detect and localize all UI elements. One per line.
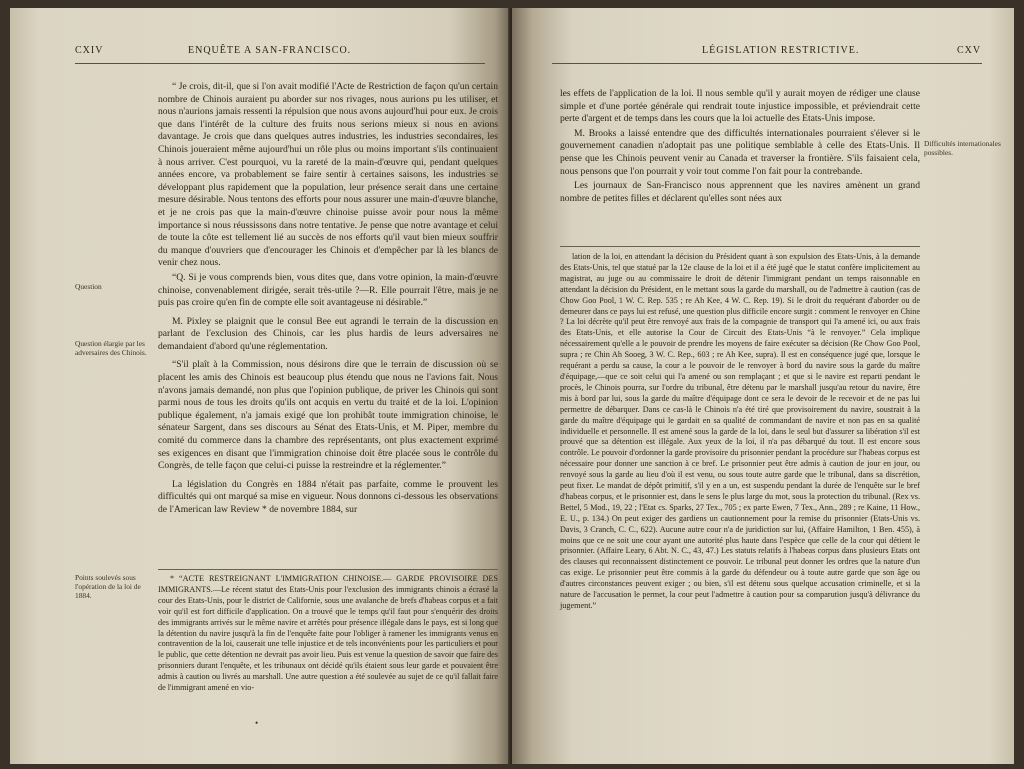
book-spread: [10, 8, 1014, 764]
printer-mark: •: [255, 718, 259, 728]
running-title: ENQUÊTE A SAN-FRANCISCO.: [188, 45, 352, 56]
paragraph: “S'il plaît à la Commission, nous désirons dire que le terrain de discussion où se placent les amis des Chinois est beaucoup plus étendu que nous ne l'avions fait. Nous n'avons jamais demandé, non plus que l'opinion publique, de priver les Chinois qui sont parmi nous de tous les droits qu'ils ont acquis en vertu du traité et de la loi. L'opinion publique également, n'a jamais exigé que lon prohibât toute immigration chinoise, le sénateur Sargent, dans ses discours au Sénat des Etats-Unis, et M. Piper, membre du comité du commerce dans la chambre des représentants, ont plus exactement exprimé ses exigences en disant que l'immigration chinoise doit être placée sous le contrôle du Congrès, de telle façon que celui-ci puisse la restreindre et la réglementer.”: [158, 359, 498, 472]
footnote: [158, 574, 498, 694]
left-page: [10, 8, 510, 764]
header-rule: [552, 63, 982, 64]
paragraph: Les journaux de San-Francisco nous apprennent que les navires amènent un grand nombre de petites filles et déclarent qu'elles sont nées aux: [560, 180, 920, 204]
footnote-rule: [158, 569, 498, 570]
page-number: CXV: [957, 45, 982, 56]
paragraph: M. Pixley se plaignit que le consul Bee eut agrandi le terrain de la discussion en parlant de l'exclusion des Chinois, car les plus hardis de leurs adversaires ne demandaient d'abord qu'une réglementation.: [158, 315, 498, 352]
header-rule: [75, 63, 485, 64]
paragraph: “ Je crois, dit-il, que si l'on avait modifié l'Acte de Restriction de façon qu'un certain nombre de Chinois auraient pu aborder sur nos rivages, nous aurions pu les utiliser, et nous n'aurions jamais ressenti la répulsion que nous avons aujourd'hui pour eux. Je crois que dans l'intérêt de la culture des fruits nous serions mieux si nous en avions davantage. Je crois que dans quelques autres industries, les industries secondaires, les Chinois joueraient même aujourd'hui un rôle plus ou moins important s'ils continuaient à nous arriver. C'est pourquoi, vu la rareté de la main-d'œuvre qui, pendant quelques années encore, va probablement se faire sentir à certaines saisons, les industries se développant plus rapidement que la population, leur présence serait dans une certaine mesure désirable. Nous tentons des efforts pour nous assurer une main-d'œuvre blanche, et je ne crois pas que la main-d'œuvre chinoise puisse avoir pour nous la même importance si nous réussissons dans notre tentative. Je pense que notre avantage et celui de toute la côte est tellement lié au succès de nos efforts qu'il vaut bien mieux souffrir du manque d'ouvriers que d'encourager les Chinois et d'empêcher par là les blancs de venir chez nous.: [158, 81, 498, 269]
paragraph: M. Brooks a laissé entendre que des difficultés internationales pourraient s'élever si le gouvernement canadien n'adoptait pas une politique semblable à celle des Etats-Unis. Il pense que les Chinois peuvent venir au Canada et traverser la frontière. S'ils faisaient cela, nous pensons que l'on pourrait y voir tout comme l'on fait pour la contrebande.: [560, 127, 920, 177]
body-text: [560, 88, 920, 207]
sidenote: Difficultés internationales possibles.: [924, 139, 1001, 157]
footnote-text: lation de la loi, en attendant la décision du Président quant à son expulsion des Etats-Unis, à la demande des Etats-Unis, tel que statué par la 12e clause de la loi et il a été jugé que le statut confère implicitement au magistrat, au juge ou au commissaire le droit de détenir l'immigrant pendant un temps raisonnable en attendant la décision du Président, en le mettant sous la garde du marshall, ou de l'admettre à caution (cas de Chow Goo Pool, 1 W. C. Rep. 535 ; re Ah Kee, 4 W. C. Rep. 19). Si le droit du requérant d'aborder ou de demeurer dans ce pays lui est refusé, une question plus difficile encore surgit : comment le renvoyer en Chine ? La loi décrète qu'il peut être renvoyé aux frais de la compagnie de transport qui l'a amené ici, ou aux frais des Etats-Unis, et elle autorise la Cour de Circuit des Etats-Unis “à le renvoyer.” Cela implique nécessairement qu'elle a le pouvoir de prendre les moyens de faire exécuter sa décision (Re Chow Goo Pool, supra ; re Chin Ah Sooeg, 3 W. C. Rep., 603 ; re Ah Kee, supra). Il est en conséquence jugé que, lorsque le requérant a perdu sa cause, la cour a le pouvoir de le renvoyer à bord du navire sous la garde du maître d'équipage,—que ce soit celui qui l'a amené ou son remplaçant ; et que si le navire est reparti pendant le procès, le Chinois pourra, sur l'ordre du tribunal, être détenu par le marshall jusqu'au retour du navire, être mis à bord par lui, sous la garde du maître d'équipage dont ce sera le devoir de le recevoir et de ne pas lui permettre de débarquer. Dans ce cas-là le Chinois n'a été tiré que provisoirement du navire, soustrait à la garde du maître d'équipage qui le gardait en sa qualité de commandant de navire et non pas en sa qualité individuelle et personnelle. Il est amené sous la garde de la loi, dans le seul but d'assurer sa libération s'il est prouvé que sa détention est illégale. Aux yeux de la loi, il n'a pas débarqué du tout. Il est encore sous contrôle. Le pouvoir d'ordonner la garde provisoire du prisonnier pendant la procédure sur l'habeas corpus est nécessaire pour donner une sanction à ce bref. Le prisonnier peut être admis à caution de jour en jour, ou renvoyé sous la garde au lieu d'où il est venu, ou sous toute autre garde que le tribunal, dans sa discrétion, peut fixer. Le mandat de dépôt primitif, s'il y en a un, est suspendu pendant la durée de l'enquête sur le bref d'habeas corpus, et le prisonnier est, dans le sens le plus large du mot, sous la protection du tribunal. (Rex vs. Bettel, 5 Mod., 19, 22 ; l'Etat cs. Sparks, 27 Tex., 705 ; ex parte Ewen, 7 Tex., Ann., 289 ; re Kaine, 11 How., E. U., p. 134.) On peut exiger des gardiens un cautionnement pour la remise du prisonnier (Etats-Unis vs. Davis, 3 Cranch, C. C., 622). Aucune autre cour n'a de juridiction sur lui, (Affaire Hamilton, 1 Ben. 455), à moins que ce ne soit une cour ayant une autorité plus haute dans l'espèce que celle de la cour qui détient le prisonnier. (Affaire Leary, 6 Abt. N. C., 43, 47.) Les statuts relatifs à l'habeas corpus dans plusieurs Etats ont des clauses qui reconnaissent distinctement ce pouvoir. Le tribunal peut donner les ordres que la nature d'un cas exige. Le prisonnier peut être commis à la garde du défendeur ou à toute autre garde que son âge ou d'autres circonstances peuvent exiger ; ou bien, s'il est détenu sous quelque accusation criminelle, et si la nature de l'accusation le permet, la cour peut l'admettre à caution pour sa comparution jusqu'à délivrance du jugement.”: [560, 252, 920, 610]
sidenote: Question élargie par les adversaires des Chinois.: [75, 339, 147, 357]
running-title: LÉGISLATION RESTRICTIVE.: [702, 45, 860, 56]
paragraph: “Q. Si je vous comprends bien, vous dites que, dans votre opinion, la main-d'œuvre chinoise, convenablement dirigée, serait très-utile ?—R. Elle pourrait l'être, mais je ne puis pas croire qu'en fin de compte elle soit avantageuse ni désirable.”: [158, 271, 498, 309]
footnote-rule: [560, 246, 920, 247]
body-text: [158, 81, 498, 519]
page-number: CXIV: [75, 45, 104, 56]
sidenote: Question: [75, 282, 102, 291]
footnote: [560, 252, 920, 612]
right-page: [512, 8, 1014, 764]
paragraph: les effets de l'application de la loi. Il nous semble qu'il y aurait moyen de rédiger une clause simple et d'une portée générale qui rendrait toute injustice impossible, et préviendrait cette perte d'argent et de temps dans les cours que la loi actuelle des Etats-Unis impose.: [560, 88, 920, 125]
footnote-text: * “ACTE RESTREIGNANT L'IMMIGRATION CHINOISE.— GARDE PROVISOIRE DES IMMIGRANTS.—Le récent statut des Etats-Unis pour l'exclusion des immigrants chinois a écrasé la cour des Etats-Unis, pour le district de Californie, sous une avalanche de brefs d'habeas corpus et a fait voir qu'il est fort difficile d'application. On a trouvé que le temps qu'il faut pour s'enquérir des droits des immigrants arrivés sur le même navire et arrêtés pour présence illégale dans le pays, est si long que la détention du navire jusqu'à la fin de l'enquête faite pour l'obliger à ramener les immigrants venus en contravention de la loi, causerait une telle injustice et de tels inconvénients pour les particuliers et pour le public, que cette détention ne devrait pas avoir lieu. Puis est venue la question de savoir que faire des prisonniers durant l'enquête, et les tribunaux ont décidé qu'ils étaient sous leur garde et pouvaient être admis à caution ou livrés au marshall. Une autre question a été soulevée au sujet de ce qu'il fallait faire de l'immigrant amené en vio-: [158, 574, 498, 693]
paragraph: La législation du Congrès en 1884 n'était pas parfaite, comme le prouvent les difficultés qui ont marqué sa mise en vigueur. Nous donnons ci-dessous les observations de l'American law Review * de novembre 1884, sur: [158, 478, 498, 515]
sidenote: Points soulevés sous l'opération de la loi de 1884.: [75, 573, 141, 600]
